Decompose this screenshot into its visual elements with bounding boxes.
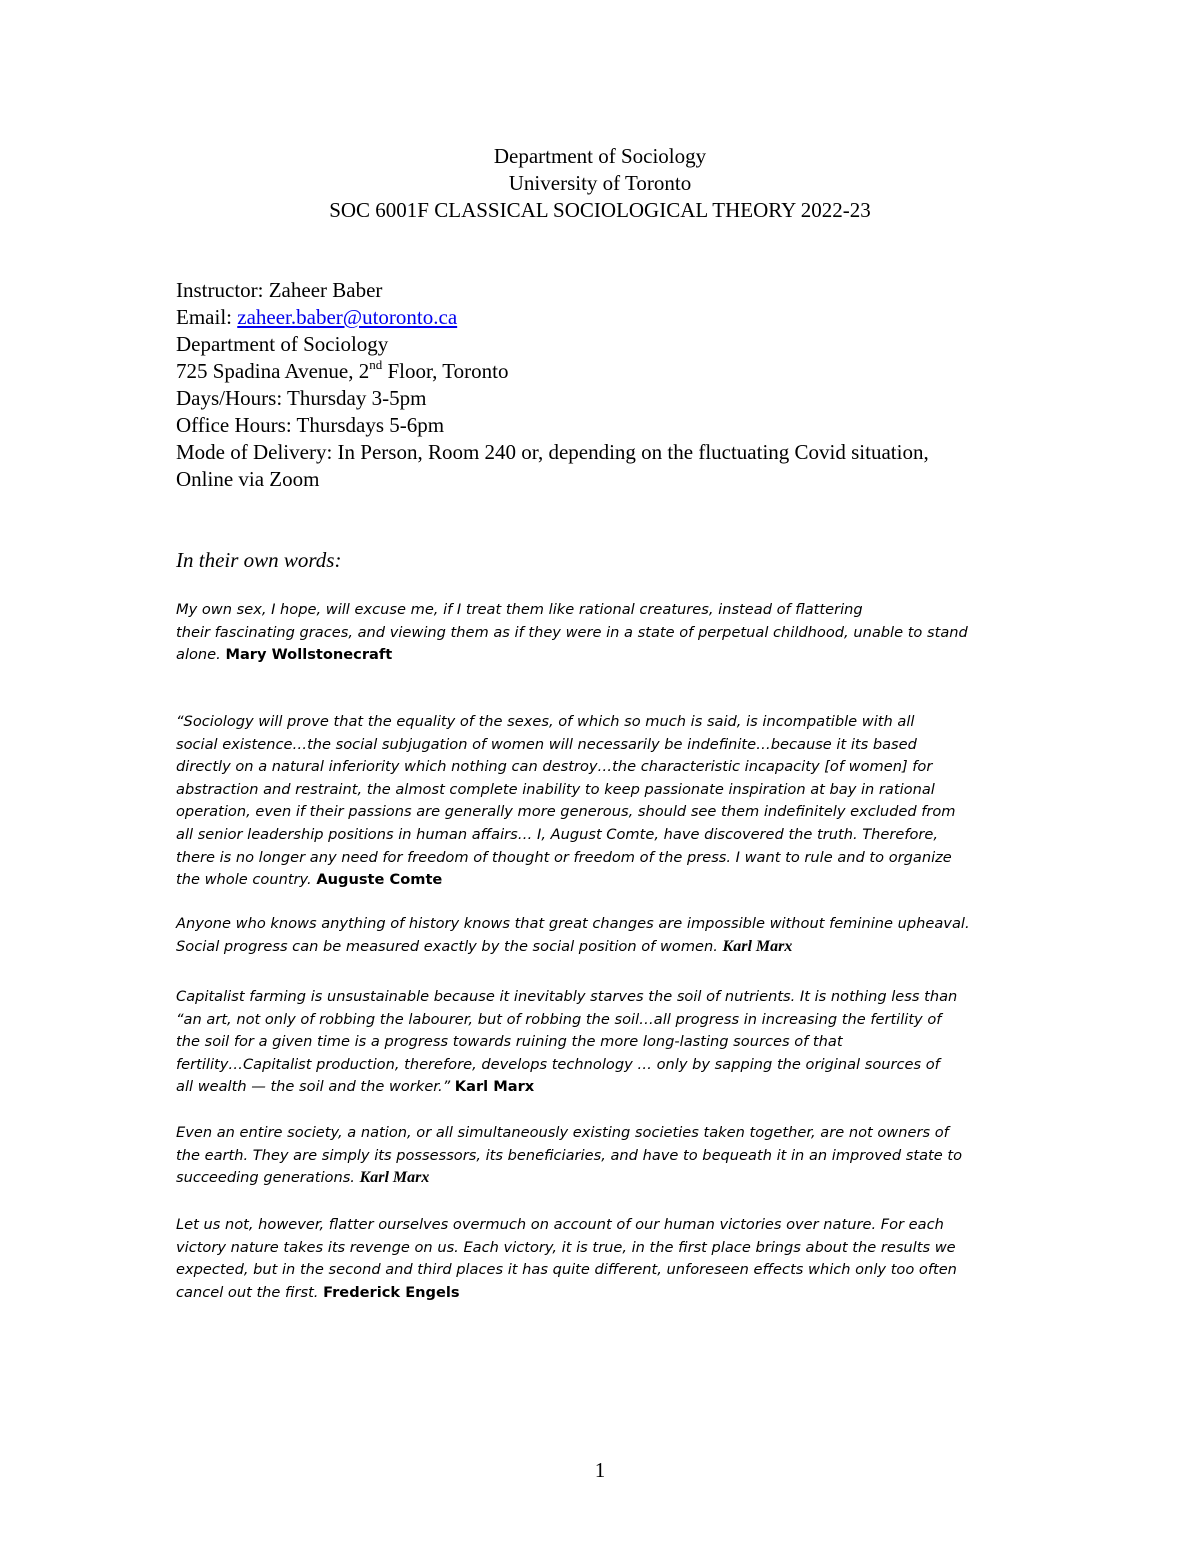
quote-line-last xyxy=(176,644,1032,667)
quote-line: social existence…the social subjugation of women will necessarily be indefinite…because it its based xyxy=(176,735,917,753)
quote-line: expected, but in the second and third places it has quite different, unforeseen effects which only too often xyxy=(176,1261,957,1279)
quote-line: alone. xyxy=(176,646,226,664)
quote-comte xyxy=(176,711,1032,892)
quote-line: cancel out the first. xyxy=(176,1283,324,1301)
header-course-title: SOC 6001F CLASSICAL SOCIOLOGICAL THEORY 2022-23 xyxy=(329,198,871,222)
quote-line: the earth. They are simply its possessors, its beneficiaries, and have to bequeath it in an improved state to xyxy=(176,1146,963,1164)
quote-line: all wealth — the soil and the worker.” xyxy=(176,1078,455,1096)
office-hours: Office Hours: Thursdays 5-6pm xyxy=(176,413,445,437)
quote-line-last xyxy=(176,1076,1032,1099)
quote-line: “an art, not only of robbing the labourer, but of robbing the soil…all progress in increasing the fertility of xyxy=(176,1010,942,1028)
quote-line: all senior leadership positions in human affairs… I, August Comte, have discovered the truth. Therefore, xyxy=(176,825,939,843)
quote-line: operation, even if their passions are generally more generous, should see them indefinitely excluded from xyxy=(176,803,956,821)
instructor-info xyxy=(176,277,1056,493)
quote-line: the soil for a given time is a progress towards ruining the more long-lasting sources of that xyxy=(176,1033,843,1051)
page-number: 1 xyxy=(594,1458,606,1482)
address-superscript: nd xyxy=(369,357,383,372)
quote-author: Frederick Engels xyxy=(323,1283,460,1301)
quote-line: “Sociology will prove that the equality of the sexes, of which so much is said, is incompatible with all xyxy=(176,713,915,730)
quote-line: Even an entire society, a nation, or all simultaneously existing societies taken together, are not owners of xyxy=(176,1124,949,1141)
quote-line-last xyxy=(176,1282,1032,1305)
quote-line: abstraction and restraint, the almost complete inability to keep passionate inspiration at bay in rational xyxy=(176,780,935,798)
quote-line: their fascinating graces, and viewing them as if they were in a state of perpetual childhood, unable to stand xyxy=(176,623,968,641)
quote-author: Karl Marx xyxy=(454,1078,535,1096)
quote-line: there is no longer any need for freedom of thought or freedom of the press. I want to rule and to organize xyxy=(176,848,952,866)
header-department: Department of Sociology xyxy=(493,144,707,168)
quote-author: Karl Marx xyxy=(722,937,793,955)
quote-marx-3 xyxy=(176,1122,1032,1190)
quote-author: Karl Marx xyxy=(359,1169,430,1187)
quote-line: succeeding generations. xyxy=(176,1169,360,1187)
quote-line-last xyxy=(176,1167,1032,1190)
quote-line: victory nature takes its revenge on us. Each victory, it is true, in the first place brings about the results we xyxy=(176,1238,956,1256)
mode-of-delivery-line-1: Mode of Delivery: In Person, Room 240 or, depending on the fluctuating Covid situation, xyxy=(176,440,929,464)
mode-of-delivery-line-2: Online via Zoom xyxy=(176,467,320,491)
quote-line: Social progress can be measured exactly by the social position of women. xyxy=(176,937,723,955)
address-pre: 725 Spadina Avenue, 2 xyxy=(176,359,370,383)
quote-line: the whole country. xyxy=(176,871,317,889)
quote-author: Auguste Comte xyxy=(316,871,443,889)
header-university: University of Toronto xyxy=(508,171,692,195)
quote-engels xyxy=(176,1214,1032,1304)
quote-line: My own sex, I hope, will excuse me, if I treat them like rational creatures, instead of flattering xyxy=(176,601,863,618)
quote-wollstonecraft xyxy=(176,599,1032,667)
email-line xyxy=(176,304,1056,331)
quote-marx-1 xyxy=(176,913,1032,958)
quote-line: Anyone who knows anything of history knows that great changes are impossible without feminine upheaval. xyxy=(176,915,970,932)
quote-line: Capitalist farming is unsustainable because it inevitably starves the soil of nutrients. It is nothing less than xyxy=(176,988,958,1005)
email-link[interactable]: zaheer.baber@utoronto.ca xyxy=(237,305,458,329)
days-hours: Days/Hours: Thursday 3-5pm xyxy=(176,386,427,410)
instructor-department: Department of Sociology xyxy=(176,332,389,356)
section-heading: In their own words: xyxy=(176,548,342,572)
quote-line: directly on a natural inferiority which nothing can destroy…the characteristic incapacity [of women] for xyxy=(176,758,933,776)
address-post: Floor, Toronto xyxy=(382,359,509,383)
quote-line-last xyxy=(176,869,1032,892)
instructor-name: Instructor: Zaheer Baber xyxy=(176,278,383,302)
quote-line: Let us not, however, flatter ourselves overmuch on account of our human victories over nature. For each xyxy=(176,1216,944,1233)
address-line xyxy=(176,358,1056,385)
quote-line: fertility…Capitalist production, therefore, develops technology … only by sapping the original sources of xyxy=(176,1055,940,1073)
email-label: Email: xyxy=(176,305,238,329)
quote-marx-2 xyxy=(176,986,1032,1099)
quote-line-last xyxy=(176,936,1032,959)
quote-author: Mary Wollstonecraft xyxy=(225,646,393,664)
document-header xyxy=(0,143,1200,224)
